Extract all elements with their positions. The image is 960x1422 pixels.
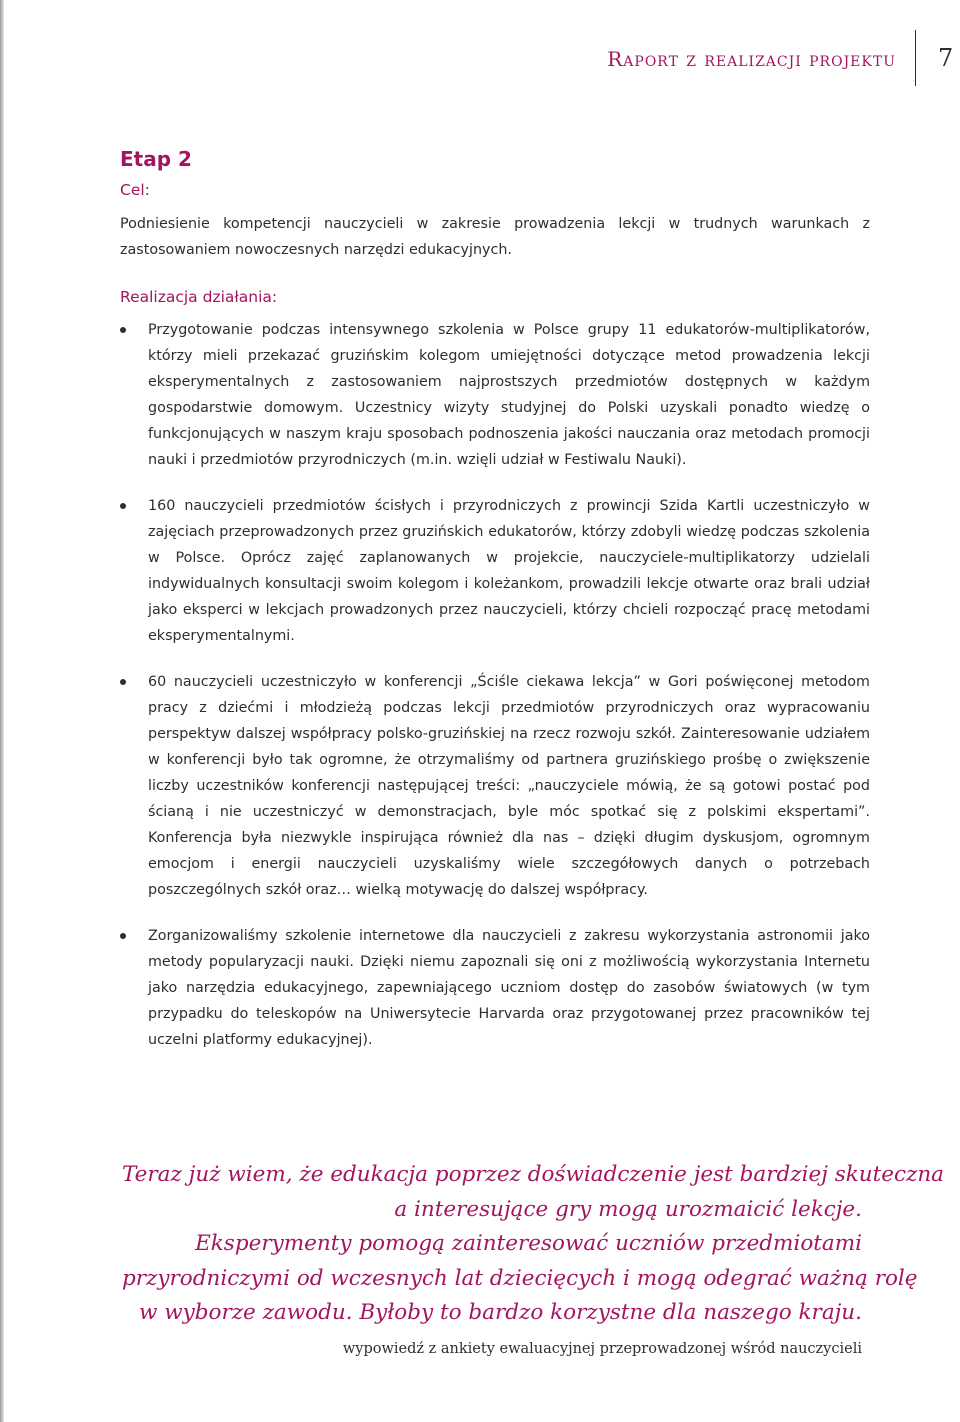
goal-label: Cel: bbox=[120, 181, 150, 199]
page-number: 7 bbox=[938, 44, 954, 72]
quote-source: wypowiedź z ankiety ewaluacyjnej przeprowadzonej wśród nauczycieli bbox=[342, 1341, 862, 1357]
quote-line: a interesujące gry mogą urozmaicić lekcje. bbox=[394, 1196, 862, 1222]
bullet-icon bbox=[120, 327, 126, 333]
bullet-icon bbox=[120, 933, 126, 939]
list-item-text: Przygotowanie podczas intensywnego szkolenia w Polsce grupy 11 edukatorów-multiplikatorów, którzy mieli przekazać gruzińskim kolegom umiejętności dotyczące metod prowadzenia lekcji eksperymentalnych z zastosowaniem najprostszych przedmiotów dostępnych w każdym gospodarstwie domowym. Uczestnicy wizyty studyjnej do Polski uzyskali ponadto wiedzę o funkcjonujących w naszym kraju sposobach podnoszenia jakości nauczania oraz metodach promocji nauki i przedmiotów przyrodniczych (m.in. wzięli udział w Festiwalu Nauki). bbox=[148, 322, 870, 468]
goal-text: Podniesienie kompetencji nauczycieli w zakresie prowadzenia lekcji w trudnych warunkach z zastosowaniem nowoczesnych narzędzi edukacyjnych. bbox=[120, 216, 870, 258]
activity-list bbox=[120, 317, 870, 1053]
list-item-text: 60 nauczycieli uczestniczyło w konferencji „Ściśle ciekawa lekcja” w Gori poświęconej metodom pracy z dziećmi i młodzieżą podczas lekcji przedmiotów przyrodniczych oraz wypracowaniu perspektyw dalszej współpracy polsko-gruzińskiej na rzecz rozwoju szkół. Zainteresowanie udziałem w konferencji było tak ogromne, że otrzymaliśmy od partnera gruzińskiego prośbę o zwiększenie liczby uczestników konferencji następującej treści: „nauczyciele mówią, że są gotowi postać pod ścianą i nie uczestniczyć w demonstracjach, byle móc spotkać się z polskimi ekspertami”. Konferencja była niezwykle inspirująca również dla nas – dzięki długim dyskusjom, ogromnym emocjom i energii nauczycieli uzyskaliśmy wiele szczegółowych danych o potrzebach poszczególnych szkół oraz… wielką motywację do dalszej współpracy. bbox=[148, 674, 870, 898]
bullet-icon bbox=[120, 679, 126, 685]
list-item bbox=[120, 493, 870, 649]
list-item bbox=[120, 923, 870, 1053]
quote-line: Teraz już wiem, że edukacja poprzez doświadczenie jest bardziej skuteczna bbox=[122, 1162, 944, 1187]
list-item bbox=[120, 317, 870, 473]
quote-line: przyrodniczymi od wczesnych lat dziecięcych i mogą odegrać ważną rolę bbox=[122, 1265, 918, 1291]
list-item-text: Zorganizowaliśmy szkolenie internetowe dla nauczycieli z zakresu wykorzystania astronomii jako metody popularyzacji nauki. Dzięki niemu zapoznali się oni z możliwością wykorzystania Internetu jako narzędzia edukacyjnego, zapewniającego uczniom dostęp do zasobów światowych (w tym przypadku do teleskopów na Uniwersytecie Harvarda oraz przygotowanej przez pracowników tej uczelni platformy edukacyjnej). bbox=[148, 928, 870, 1048]
teacher-quote bbox=[122, 1158, 944, 1331]
bullet-icon bbox=[120, 503, 126, 509]
list-item bbox=[120, 669, 870, 903]
main-content bbox=[120, 144, 870, 1073]
list-item-text: 160 nauczycieli przedmiotów ścisłych i przyrodniczych z prowincji Szida Kartli uczestniczyło w zajęciach przeprowadzonych przez gruzińskich edukatorów, którzy zdobyli wiedzę podczas szkolenia w Polsce. Oprócz zajęć zaplanowanych w projekcie, nauczyciele-multiplikatorzy udzielali indywidualnych konsultacji swoim kolegom i koleżankom, prowadzili lekcje otwarte oraz brali udział jako eksperci w lekcjach prowadzonych przez nauczycieli, którzy chcieli rozpocząć pracę metodami eksperymentalnymi. bbox=[148, 498, 870, 644]
realization-label: Realizacja działania: bbox=[120, 288, 278, 306]
running-head: Raport z realizacji projektu bbox=[607, 47, 896, 71]
header-divider bbox=[915, 30, 916, 86]
quote-line: Eksperymenty pomogą zainteresować uczniów przedmiotami bbox=[195, 1231, 862, 1256]
page-left-edge bbox=[0, 0, 4, 1422]
stage-title: Etap 2 bbox=[120, 147, 192, 171]
quote-line: w wyborze zawodu. Byłoby to bardzo korzystne dla naszego kraju. bbox=[138, 1300, 862, 1325]
